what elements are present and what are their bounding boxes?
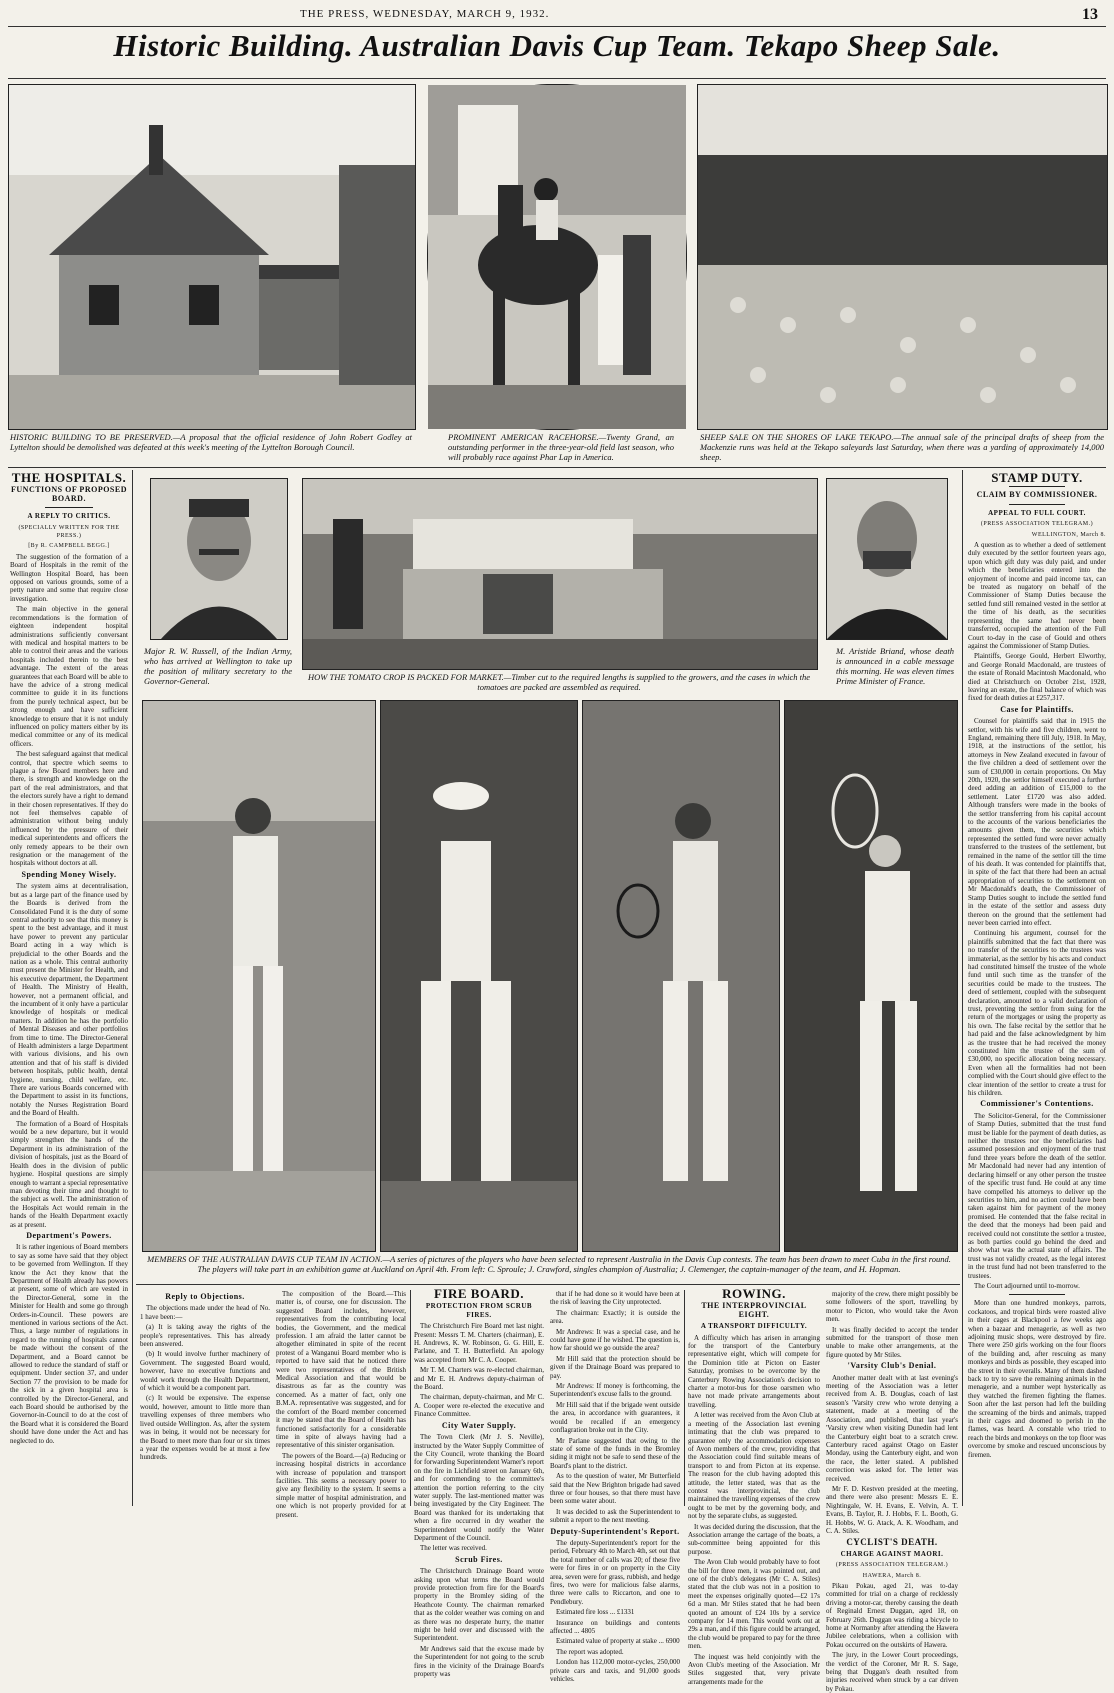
- cyclist-press-association: (PRESS ASSOCIATION TELEGRAM.): [835, 1562, 949, 1569]
- hospitals-paragraph: The formation of a Board of Hospitals would be a new departure, but it would simply strengthen the hands of the Department in its administration of the division of hospitals, just as the Board of Health does in the division of public hygiene. Hospital questions are simply enough to warrant a special representative man devoting their time and thought to the subject as well. The administration of the Hospitals Act would remain in the hands of the Health Department exactly as at present.: [10, 1119, 128, 1229]
- banner-rule: [8, 78, 1106, 79]
- fire-board-paragraph: The chairman: Exactly; it is outside the area.: [550, 1308, 680, 1326]
- fire-board-crosshead: Deputy-Superintendent's Report.: [550, 1526, 680, 1536]
- davis-cup-photo-hopman: [784, 700, 958, 1252]
- cyclist-dateline: HAWERA, March 8.: [862, 1572, 922, 1579]
- fire-board-paragraph: The Christchurch Drainage Board wrote asking upon what terms the Board would provide protection from fire for the Board's property in the Bromley siding of the Heathcote County. The chairman remarked that as the colder weather was coming on and as there was no desperate hurry, the matter might be held over and discussed with the Superintendent.: [414, 1567, 544, 1643]
- objections-paragraph: (b) It would involve further machinery of Government. The suggested Board would, however, have no executive functions and would work through the Health Department, of which it would be a component part.: [140, 1350, 270, 1393]
- stamp-duty-paragraph: The Solicitor-General, for the Commissioner of Stamp Duties, submitted that the trust fund must be liable for the payment of death duties, as neither the trustees nor the beneficiaries had assumed possession and enjoyment of the trust fund three years before the death of the settlor. Mr Macdonald had never had any intention of declaring himself or any other person the trustee of the specific trust fund. He could at any time have compelled his attorneys to deliver up the securities to him, and no action could have been taken against him for payment of the money promised. He contended that the false recital in the deed that the moneys had been paid and received could not constitute the settlor a trustee, as both parties could go behind the deed and show what was the actual state of affairs. The trust was not validly created, as the legal interest in the trust fund had not been transferred to the trustees.: [968, 1111, 1106, 1280]
- stamp-duty-paragraph: Counsel for plaintiffs said that in 1915 the settlor, with his wife and five children, went to England, remaining there till July, 1918. In May, 1918, at the instructions of the settlor, his attorneys in New Zealand executed in favour of the five children a deed of settlement over the sum of £30,000 in certain proportions. On May 20th, 1920, the settlor himself executed a further deed adding an addition of £15,000 to the settlement. Later £1720 was also added. Although transfers were made in the books of the settlor transferring from his capital account to the accounts of the various beneficiaries the amounts given them, the securities which represented the settled fund were never actually transferred to the trustees of the settlement, but remained in the name of the settlor till the time of his death. It was contended for plaintiffs that, in spite of the fact that there had been an actual appropriation of securities to the settlement on Mr Macdonald's death, the Commissioner of Stamp Duties sought to include the settled fund in the estate of the settlor and assess duty thereon on the ground that the settlement had never been carried into effect.: [968, 717, 1106, 927]
- cyclist-headline: CYCLIST'S DEATH.: [846, 1537, 938, 1548]
- fire-board-crosshead: City Water Supply.: [441, 1420, 517, 1430]
- fire-board-paragraph: London has 112,000 motor-cycles, 250,000 private cars and taxis, and 91,000 goods vehicles.: [550, 1658, 680, 1684]
- hospitals-paragraph: The main objective in the general recommendations is the formation of eighteen independent hospital administrations sufficiently conversant with medical and hospital matters to be able to control their areas and the various hospitals included therein to the best advantage. The extent of the areas guarantees that each Board will be able to have the advice of a strong medical committee to guide it in its functions from the purely technical aspect, but be strong enough and have sufficient knowledge to ensure that it is not unduly influenced on policy matters either by its medical committee or any of its medical officers.: [10, 605, 128, 748]
- fire-board-paragraph: Mr Andrews: If money is forthcoming, the Superintendent's excuse falls to the ground.: [550, 1382, 680, 1399]
- russell-caption: Major R. W. Russell, of the Indian Army, who has arrived at Wellington to take up the position of military secretary to the Governor-General.: [144, 646, 292, 686]
- hospitals-crosshead: Spending Money Wisely.: [21, 869, 117, 879]
- stamp-duty-subheadline-2: APPEAL TO FULL COURT.: [988, 508, 1086, 517]
- rowing-headline: ROWING.: [722, 1286, 786, 1301]
- stamp-duty-paragraph: Plaintiffs, George Gould, Herbert Elworthy, and George Ronald Macdonald, are trustees of the estate of Ronald Macintosh Macdonald, who died at Christchurch on October 21st, 1928, leaving an estate, the final balance of which was fixed for death duties at £257,317.: [968, 652, 1106, 703]
- fire-board-continued: [550, 1290, 680, 1684]
- hospitals-subheadline: FUNCTIONS OF PROPOSED BOARD.: [11, 485, 127, 503]
- cyclist-paragraph: The jury, in the Lower Court proceedings, the verdict of the Coroner, Mr R. S. Sage, being that Duggan's death resulted from injuries received when struck by a car driven by Pokau.: [826, 1651, 958, 1693]
- stamp-duty-paragraph: A question as to whether a deed of settlement duly executed by the settlor fourteen years ago, upon which gift duty was duly paid, and under which the beneficiaries entered into the enjoyment of income and paid income tax, can be treated as nugatory on behalf of the Commissioner of Stamp Duties because the settled fund still remained vested in the settlor at the time of his death, as the securities representing the same had never been transferred, occupied the attention of the Full Court to-day in the case of Gould and others against the Commissioner of Stamp Duties.: [968, 541, 1106, 650]
- stamp-duty-press-association: (PRESS ASSOCIATION TELEGRAM.): [980, 521, 1094, 528]
- fire-board-paragraph: Mr Hill said that the protection should be given if the Drainage Board was prepared to pay.: [550, 1354, 680, 1380]
- hospitals-paragraph: The best safeguard against that medical control, that spectre which seems to plague a few Board members here and there, is strength and knowledge on the part of the real administrators, and that the electors surely have a right to demand in their chosen representatives. If they do not feel themselves capable of administration without being unduly influenced by the pressure of their medical superintendents and officers the only remedy appears to be their own resignation or the management of the hospitals without doctors at all.: [10, 750, 128, 868]
- rowing-crosshead: 'Varsity Club's Denial.: [847, 1361, 937, 1371]
- cyclist-paragraph: Pikau Pokau, aged 21, was to-day committed for trial on a charge of recklessly driving a motor-car, thereby causing the death of Reginald Ernest Duggan, aged 18, on February 26th. Duggan was riding a bicycle to home at Normanby after attending the Hawera Jubilee celebrations, when a collision with Pokau occurred on the outskirts of Hawera.: [826, 1582, 958, 1649]
- davis-cup-photo-sproule: [142, 700, 376, 1252]
- objections-paragraph: (a) It is taking away the rights of the people's representatives. This has already been answered.: [140, 1323, 270, 1349]
- rowing-continued: [826, 1290, 958, 1693]
- fire-board-crosshead: Scrub Fires.: [455, 1554, 503, 1564]
- fire-board-paragraph: that if he had done so it would have been at the risk of leaving the City unprotected.: [550, 1290, 680, 1307]
- hospitals-paragraph: The suggestion of the formation of a Board of Hospitals in the remit of the Wellington Hospital Board, has been opposed on various grounds, some of a petty nature and some that require close investigation.: [10, 552, 128, 603]
- fire-monkeys-paragraph: More than one hundred monkeys, parrots, cockatoos, and tropical birds were roasted alive in their cages at Blackpool a few weeks ago when a bazaar and menagerie, as well as two adjoining music shops, were destroyed by fire. There were 250 girls working on the four floors of the building and, after rescuing as many monkeys and birds as possible, they escaped into the street in their overalls. Many of them dashed back to try to save the remaining animals in the menagerie, and a number wept hysterically as they watched the firemen fighting the flames. Soon after the last person had left the building the screaming of the birds and animals, trapped in their cages and doomed to perish in the flames, was heard. A constable who tried to reach the birds and monkeys on the top floor was overcome by smoke and rescued unconscious by firemen.: [968, 1299, 1106, 1459]
- fire-board-paragraph: Mr Parlane suggested that owing to the state of some of the funds in the Bromley siding it might not be safe to send these of the Board's plant to the district.: [550, 1436, 680, 1470]
- rowing-paragraph: Mr F. D. Kestven presided at the meeting, and there were also present: Messrs E. E. Nightingale, W. H. Evans, E. Velvin, A. T. Evans, B. Taylor, R. J. Hobbs, F. L. Booth, G. H. Hobbs, W. G. Atack, A. K. Woodham, and C. A. Stiles.: [826, 1484, 958, 1535]
- fire-board-paragraph: The deputy-Superintendent's report for the period, February 4th to March 4th, set out that the total number of calls was 20; of these five were for fires in or on property in the City area, seven were for grass, rubbish, and hedge fires, two were for malicious false alarms, three were calls to Riccarton, and one to Pendlebury.: [550, 1538, 680, 1606]
- fire-board-line: Estimated value of property at stake ... 6900: [556, 1637, 680, 1646]
- hospitals-headline: THE HOSPITALS.: [11, 470, 127, 485]
- running-head: THE PRESS, WEDNESDAY, MARCH 9, 1932.: [300, 8, 550, 20]
- davis-cup-photo-clemenger: [582, 700, 780, 1252]
- fire-board-paragraph: Mr Andrews said that the excuse made by the Superintendent for not going to the scrub fires in the vicinity of the Drainage Board's property was: [414, 1644, 544, 1679]
- column-rule: [410, 1290, 411, 1506]
- stamp-duty-paragraph: Continuing his argument, counsel for the plaintiffs submitted that the fact that there was no transfer of the securities to the trustees was immaterial, as the settlor by his acts and conduct had constituted himself the trustee of the whole fund until such time as the transfer of the securities could be made to the trustees. The deed of settlement, coupled with the subsequent declaration, amounted to a valid declaration of trust, preventing the settlor from suing for the return of the mortgages or using the property as his own. The false recital by the settlor that he had paid and the false acknowledgment by him as the trustee that he had received the money constituted him the trustee of the sum of £30,000, no specific allocation being necessary. Even when all the formalities had not been complied with the Court should give effect to the clear intention of the settlor to create a trust for his children.: [968, 929, 1106, 1098]
- rowing-paragraph: majority of the crew, there might possibly be some followers of the sport, travelling by motor to Picton, who would take the Avon men.: [826, 1290, 958, 1324]
- tomato-packing-photo: [302, 478, 818, 670]
- fire-board-paragraph: The Town Clerk (Mr J. S. Neville), instructed by the Water Supply Committee of the City Council, wrote thanking the Board for forwarding Superintendent Warner's report on the fire in Lichfield street on January 6th, and for commending to the committee's attention the portion referring to the city water supply. The last-mentioned matter was being investigated by the City Engineer. The Board was thanked for its undertaking that when a fire occurred in dry weather the Superintendent would notify the Water Department of the Council.: [414, 1433, 544, 1542]
- racehorse-photo: [427, 84, 687, 430]
- fire-board-line: Insurance on buildings and contents affected ... 4805: [550, 1618, 680, 1636]
- davis-cup-caption: MEMBERS OF THE AUSTRALIAN DAVIS CUP TEAM IN ACTION.—A series of pictures of the players who have been selected to represent Australia in the Davis Cup contests. The team has been drawn to meet Cuba in the first round. The players will take part in an exhibition game at Auckland on April 4th. From left: C. Sproule; J. Crawford, singles champion of Australia; J. Clemenger, the captain-manager of the team, and H. Hopman.: [147, 1254, 951, 1274]
- rowing-subheadline: THE INTERPROVINCIAL EIGHT.: [701, 1301, 807, 1319]
- cyclist-subheadline: CHARGE AGAINST MAORI.: [840, 1549, 944, 1558]
- fire-board-paragraph: It was decided to ask the Superintendent to submit a report to the next meeting.: [550, 1507, 680, 1525]
- fire-board-paragraph: The letter was received.: [420, 1544, 487, 1553]
- rowing-article: [688, 1286, 820, 1686]
- rowing-paragraph: It was decided during the discussion, that the Association arrange the cartage of the boats, a sub-committee being appointed for this purpose.: [688, 1522, 820, 1556]
- stamp-duty-dateline: WELLINGTON, March 8.: [1031, 531, 1106, 538]
- fire-board-paragraph: The report was adopted.: [556, 1647, 624, 1656]
- objections-paragraph: The objections made under the head of No. 1 have been:—: [140, 1304, 270, 1321]
- rowing-paragraph: A letter was received from the Avon Club at a meeting of the Association last evening intimating that the club was prepared to guarantee only the accommodation expenses of Avon members of the crew, providing that the Association could find suitable means of transport to and from Picton at its expense. The reason for the club having adopted this attitude, the letter stated, was that as the contest was interprovincial, the club maintained the travelling expenses of the crew ought to be met by the governing body, and not by the separate clubs, as suggested.: [688, 1411, 820, 1521]
- objections-paragraph: The composition of the Board.—This matter is, of course, one for discussion. The suggested Board includes, however, representatives from the contributing local bodies, the Government, and the medical profession. I am afraid the latter cannot be altogether eliminated in spite of the recent protest of a Wanganui Board member who is reported to have said that he noticed there were two representatives of the British Medical Association and that would be disastrous as far as the country was concerned. As a matter of fact, only one B.M.A. representative was suggested, and for the comfort of the Board member concerned it may be stated that the Board of Health has functioned satisfactorily for a considerable time in spite of always having had a representative of this sinister organisation.: [276, 1290, 406, 1450]
- rowing-subheadline-2: A TRANSPORT DIFFICULTY.: [700, 1322, 808, 1331]
- fire-board-paragraph: The Christchurch Fire Board met last night. Present: Messrs T. M. Charters (chairman), E. H. Andrews, K. W. Robinson, G. G. Hill, E. Parlane, and T. H. Butterfield. An apology was accepted from Mr C. A. Cooper.: [414, 1322, 544, 1364]
- stamp-duty-paragraph: The Court adjourned until to-morrow.: [974, 1281, 1080, 1290]
- page-number: 13: [1082, 6, 1098, 23]
- stamp-duty-headline: STAMP DUTY.: [991, 470, 1083, 485]
- objections-paragraph: The powers of the Board.—(a) Reducing or increasing hospital districts in accordance with increase of population and transport facilities. This seems a necessary power to give any flexibility to the system. It seems a simple matter of hospital administration, and one which is not properly provided for at present.: [276, 1451, 406, 1519]
- fire-board-paragraph: Mr Andrews: It was a special case, and he could have gone if he wished. The question is, how far should we go outside the area?: [550, 1327, 680, 1353]
- historic-building-caption: HISTORIC BUILDING TO BE PRESERVED.—A proposal that the official residence of John Robert Godley at Lyttelton should be demolished was defeated at this week's meeting of the Lyttelton Borough Council.: [10, 432, 412, 452]
- hospitals-special: (SPECIALLY WRITTEN FOR THE PRESS.): [18, 524, 120, 540]
- hospitals-byline: [By R. CAMPBELL BEGG.]: [28, 543, 110, 550]
- rowing-paragraph: The Avon Club would probably have to foot the bill for three men, it was pointed out, and one of the club's delegates (Mr C. A. Stiles) stated that the club was not in a position to meet the expenses originally quoted—£2 17s 6d a man. Mr Stiles stated that he had been quoted an amount of £24 10s by a service company for 14 men. This would work out at 29s a man, and if this figure could be arranged, the club would be prepared to pay for the three men.: [688, 1558, 820, 1651]
- historic-building-photo: [8, 84, 416, 430]
- fire-board-paragraph: The chairman, deputy-chairman, and Mr C. A. Cooper were re-elected the executive and Finance Committee.: [414, 1393, 544, 1419]
- section-rule: [136, 1284, 960, 1285]
- hospitals-crosshead: Department's Powers.: [26, 1230, 112, 1240]
- hospitals-subheadline-2: A REPLY TO CRITICS.: [27, 512, 111, 521]
- column-rule: [684, 1290, 685, 1506]
- rowing-paragraph: Another matter dealt with at last evening's meeting of the Association was a letter received from A. B. Douglas, coach of last season's 'Varsity crew who wrote denying a statement, made at a meeting of the Association, and published, that last year's 'Varsity crew when visiting Dunedin had lent the Canterbury eight boat to a scratch crew. Canterbury raced against Otago on Easter Monday, using the Canterbury eight, and won the race, the letter stated. A published correction was asked for. The letter was received.: [826, 1373, 958, 1483]
- column-rule: [962, 470, 963, 1506]
- fire-board-paragraph: Mr T. M. Charters was re-elected chairman, and Mr E. H. Andrews deputy-chairman of the Board.: [414, 1366, 544, 1392]
- hospitals-continued: [140, 1290, 270, 1506]
- stamp-duty-crosshead: Commissioner's Contentions.: [980, 1099, 1094, 1109]
- objections-crosshead: Reply to Objections.: [165, 1292, 245, 1301]
- fire-board-line: Estimated fire loss ... £1331: [556, 1608, 635, 1617]
- racehorse-caption: PROMINENT AMERICAN RACEHORSE.—Twenty Grand, an outstanding performer in the three-year-old field last season, who will probably race against Phar Lap in America.: [448, 432, 674, 462]
- column-rule: [132, 470, 133, 1506]
- sheep-sale-caption: SHEEP SALE ON THE SHORES OF LAKE TEKAPO.—The annual sale of the principal drafts of sheep from the Mackenzie runs was held at the Tekapo saleyards last Saturday, when there was a yarding of approximately 14,000 sheep.: [700, 432, 1104, 462]
- fire-board-paragraph: Mr Hill said that if the brigade went outside the area, in accordance with guarantees, it would be recalled if an emergency conflagration broke out in the City.: [550, 1400, 680, 1435]
- rowing-paragraph: It was finally decided to accept the tender submitted for the transport of those men unable to make other arrangements, at the figure quoted by Mr Stiles.: [826, 1325, 958, 1359]
- hospitals-paragraph: The system aims at decentralisation, but as a large part of the finance used by the Boards is derived from the Consolidated Fund it is the duty of some central authority to see that this money is spent to the best advantage, and it must have power to prevent any particular Board acting in a way which is prejudicial to the other Boards and the nation as a whole. This central authority must present the Minister for Health, and his executive department, the Department of Health. The Ministry of Health, however, not a permanent official, and the incumbent of it only have a particular knowledge of hospitals or medical matters. In addition he has the portfolio of Mental Diseases and other portfolios from time to time. The Director-General of Health administers a large Department with various divisions, and his own attention and that of his staff is divided between hospitals, public health, dental hygiene, nursing, child welfare, etc. There are various Boards concerned with the Department to assist in its functions, notably the Nurses Registration Board and the Board of Health.: [10, 882, 128, 1118]
- fire-board-article: [414, 1286, 544, 1679]
- hospitals-article: [10, 470, 128, 1506]
- rowing-paragraph: A difficulty which has arisen in arranging for the transport of the Canterbury representative eight, which will compete for the Dominion title at Picton on Easter Saturday, promises to be overcome by the Canterbury Rowing Association's decision to charter a motor-bus for those oarsmen who have not made private arrangements about travelling.: [688, 1333, 820, 1409]
- banner-headline: Historic Building. Australian Davis Cup Team. Tekapo Sheep Sale.: [113, 28, 1001, 63]
- section-rule: [8, 467, 1106, 468]
- stamp-duty-crosshead: Case for Plaintiffs.: [1000, 704, 1074, 714]
- objections-paragraph: (c) It would be expensive. The expense would, however, amount to little more than travelling expenses of three members who lived outside Wellington. As, after the system was in being, it would not be necessary for the Board to meet more than four or six times a year the expenses would be at most a few hundreds.: [140, 1394, 270, 1462]
- fire-board-subheadline: PROTECTION FROM SCRUB FIRES.: [425, 1302, 533, 1319]
- hospitals-paragraph: It is rather ingenious of Board members to say as some have said that they object to be governed from Wellington. If they know the Act they know that the Department of Health already has powers at present, some of which are vested in the Director-General, some in the Minister for Health and some go through Orders-in-Council. These powers are mentioned in various sections of the Act. Thus, a large number of regulations in regard to the running of hospitals cannot be made without the consent of the Department, and a Board cannot be allowed to reduce the standard of staff or equipment. Under section 37, and under Section 77 the provision to be made for the sick in a given hospital area is controlled by the Director-General, and each Board should be authorised by the Governor-in-Council to do at the cost of the Board what it is considered the Board should have done under the Act and has neglected to do.: [10, 1243, 128, 1445]
- briand-caption: M. Aristide Briand, whose death is announced in a cable message this morning. He was eleven times Prime Minister of France.: [836, 646, 954, 686]
- fire-board-paragraph: As to the question of water, Mr Butterfield said that the New Brighton brigade had saved three or four houses, so that there must have been some water about.: [550, 1472, 680, 1506]
- sheep-sale-photo: [697, 84, 1108, 430]
- header-rule: [8, 26, 1106, 27]
- briand-portrait: [826, 478, 948, 640]
- hospitals-continued-2: [276, 1290, 406, 1519]
- stamp-duty-article: [968, 470, 1106, 1506]
- tomato-caption: HOW THE TOMATO CROP IS PACKED FOR MARKET.—Timber cut to the required lengths is supplied to the growers, and the cases in which the tomatoes are packed are assembled as required.: [307, 672, 811, 692]
- russell-portrait: [150, 478, 288, 640]
- rowing-paragraph: The inquest was held conjointly with the Avon Club's meeting of the Association. Mr Stiles suggested that, very private arrangements made for the: [688, 1652, 820, 1686]
- stamp-duty-subheadline: CLAIM BY COMMISSIONER.: [976, 490, 1098, 500]
- fire-board-headline: FIRE BOARD.: [433, 1286, 524, 1301]
- davis-cup-photo-crawford: [380, 700, 578, 1252]
